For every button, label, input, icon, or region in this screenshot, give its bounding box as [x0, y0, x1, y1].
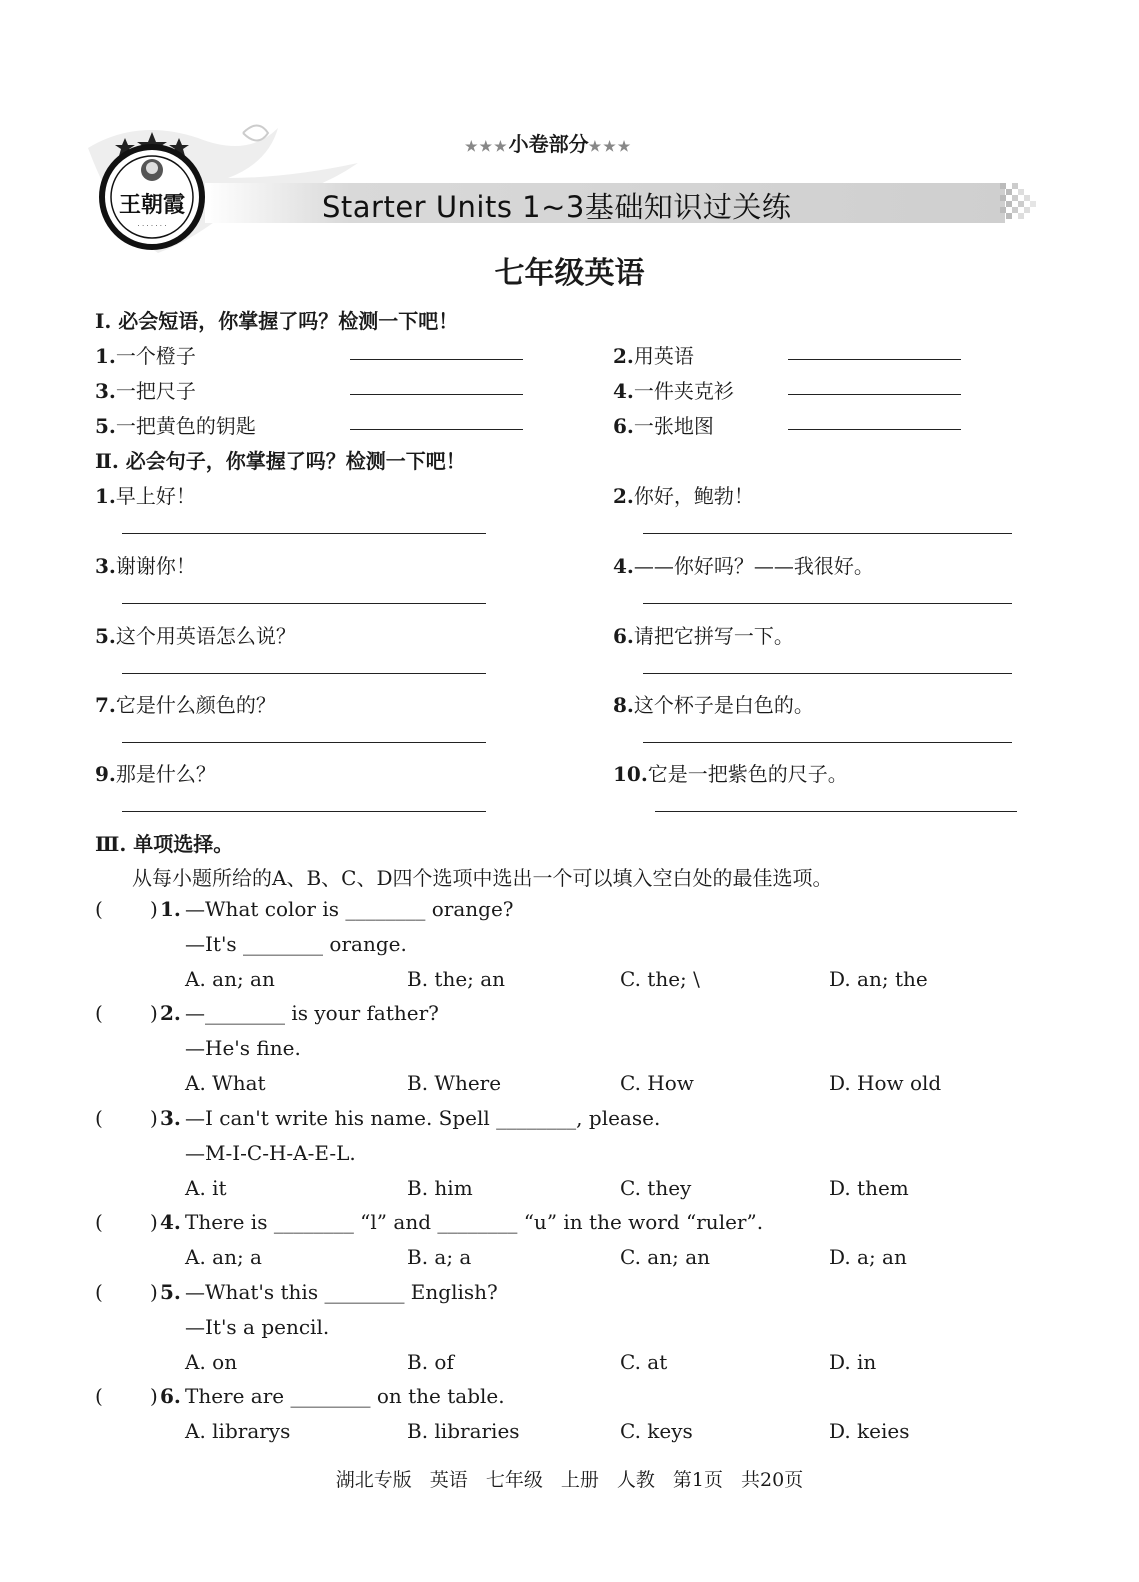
answer-bracket[interactable]: (: [95, 897, 103, 921]
sentence-item: 7.它是什么颜色的？: [95, 693, 276, 717]
option-a[interactable]: A. librarys: [185, 1419, 291, 1443]
option-d[interactable]: D. an; the: [829, 967, 928, 991]
option-b[interactable]: B. a; a: [407, 1245, 472, 1269]
phrase-item: 3.一把尺子: [95, 379, 196, 403]
question-line: —He's fine.: [185, 1036, 301, 1060]
question-line: —M-I-C-H-A-E-L.: [185, 1141, 356, 1165]
star-icon: ★★★: [588, 139, 633, 155]
answer-line[interactable]: [655, 811, 1017, 812]
answer-line[interactable]: [122, 742, 486, 743]
phrase-item: 6.一张地图: [613, 414, 714, 438]
question-number: 1.: [160, 897, 181, 921]
option-a[interactable]: A. it: [185, 1176, 227, 1200]
answer-bracket: ): [150, 1106, 158, 1130]
sentence-item: 3.谢谢你！: [95, 554, 196, 578]
option-b[interactable]: B. Where: [407, 1071, 502, 1095]
answer-line[interactable]: [643, 742, 1012, 743]
brand-logo: [95, 130, 210, 250]
option-b[interactable]: B. the; an: [407, 967, 506, 991]
option-d[interactable]: D. them: [829, 1176, 909, 1200]
svg-text:· · · · · · ·: · · · · · · ·: [137, 222, 167, 230]
sentence-item: 9.那是什么？: [95, 762, 216, 786]
page-title: 七年级英语: [494, 256, 645, 291]
answer-bracket[interactable]: (: [95, 1384, 103, 1408]
answer-line[interactable]: [788, 394, 961, 395]
question-line: There is ________ “l” and ________ “u” in the word “ruler”.: [185, 1210, 764, 1234]
option-d[interactable]: D. keies: [829, 1419, 910, 1443]
question-number: 6.: [160, 1384, 181, 1408]
answer-bracket[interactable]: (: [95, 1210, 103, 1234]
question-line: —It's a pencil.: [185, 1315, 330, 1339]
option-d[interactable]: D. a; an: [829, 1245, 907, 1269]
question-line: There are ________ on the table.: [185, 1384, 505, 1408]
question-number: 5.: [160, 1280, 181, 1304]
answer-bracket[interactable]: (: [95, 1001, 103, 1025]
option-a[interactable]: A. an; a: [185, 1245, 262, 1269]
answer-line[interactable]: [788, 429, 961, 430]
phrase-item: 5.一把黄色的钥匙: [95, 414, 256, 438]
question-line: —It's ________ orange.: [185, 932, 407, 956]
option-b[interactable]: B. him: [407, 1176, 473, 1200]
answer-line[interactable]: [350, 394, 523, 395]
option-b[interactable]: B. of: [407, 1350, 454, 1374]
tagline: ★★★小卷部分★★★: [465, 132, 633, 156]
answer-bracket: ): [150, 897, 158, 921]
option-a[interactable]: A. an; an: [185, 967, 275, 991]
option-c[interactable]: C. at: [620, 1350, 668, 1374]
answer-bracket: ): [150, 1280, 158, 1304]
option-a[interactable]: A. What: [185, 1071, 266, 1095]
sentence-item: 4.——你好吗？——我很好。: [613, 554, 874, 578]
question-number: 4.: [160, 1210, 181, 1234]
answer-line[interactable]: [122, 603, 486, 604]
phrase-item: 1.一个橙子: [95, 344, 196, 368]
answer-line[interactable]: [350, 429, 523, 430]
question-line: —What color is ________ orange?: [185, 897, 514, 921]
svg-text:王朝霞: 王朝霞: [118, 192, 186, 218]
answer-bracket: ): [150, 1384, 158, 1408]
section1-title: Ⅰ. 必会短语，你掌握了吗？检测一下吧！: [95, 309, 459, 333]
option-b[interactable]: B. libraries: [407, 1419, 520, 1443]
star-icon: ★★★: [465, 139, 509, 155]
option-d[interactable]: D. in: [829, 1350, 877, 1374]
answer-line[interactable]: [643, 673, 1012, 674]
option-a[interactable]: A. on: [185, 1350, 238, 1374]
question-line: —What's this ________ English?: [185, 1280, 498, 1304]
option-c[interactable]: C. the; \: [620, 967, 700, 991]
answer-line[interactable]: [643, 603, 1012, 604]
phrase-item: 4.一件夹克衫: [613, 379, 734, 403]
answer-line[interactable]: [350, 359, 523, 360]
banner-title: Starter Units 1~3基础知识过关练: [322, 190, 792, 224]
sentence-item: 1.早上好！: [95, 484, 196, 508]
answer-bracket[interactable]: (: [95, 1106, 103, 1130]
option-d[interactable]: D. How old: [829, 1071, 942, 1095]
phrase-item: 2.用英语: [613, 344, 694, 368]
question-number: 3.: [160, 1106, 181, 1130]
answer-bracket: ): [150, 1210, 158, 1234]
option-c[interactable]: C. an; an: [620, 1245, 711, 1269]
answer-line[interactable]: [788, 359, 961, 360]
answer-line[interactable]: [643, 533, 1012, 534]
checker-decoration: [1000, 183, 1036, 223]
option-c[interactable]: C. they: [620, 1176, 692, 1200]
answer-bracket[interactable]: (: [95, 1280, 103, 1304]
option-c[interactable]: C. keys: [620, 1419, 693, 1443]
answer-line[interactable]: [122, 533, 486, 534]
section2-title: Ⅱ. 必会句子，你掌握了吗？检测一下吧！: [95, 449, 466, 473]
option-c[interactable]: C. How: [620, 1071, 694, 1095]
question-number: 2.: [160, 1001, 181, 1025]
section3-instruction: 从每小题所给的A、B、C、D四个选项中选出一个可以填入空白处的最佳选项。: [132, 866, 833, 890]
sentence-item: 2.你好，鲍勃！: [613, 484, 754, 508]
sentence-item: 6.请把它拼写一下。: [613, 624, 794, 648]
section3-title: Ⅲ. 单项选择。: [95, 832, 234, 856]
answer-bracket: ): [150, 1001, 158, 1025]
answer-line[interactable]: [122, 673, 486, 674]
sentence-item: 5.这个用英语怎么说？: [95, 624, 296, 648]
answer-line[interactable]: [122, 811, 486, 812]
question-line: —I can't write his name. Spell ________, please.: [185, 1106, 661, 1130]
page-footer: 湖北专版 英语 七年级 上册 人教 第1页 共20页: [335, 1469, 804, 1491]
question-line: —________ is your father?: [185, 1001, 439, 1025]
sentence-item: 8.这个杯子是白色的。: [613, 693, 814, 717]
sentence-item: 10.它是一把紫色的尺子。: [613, 762, 848, 786]
